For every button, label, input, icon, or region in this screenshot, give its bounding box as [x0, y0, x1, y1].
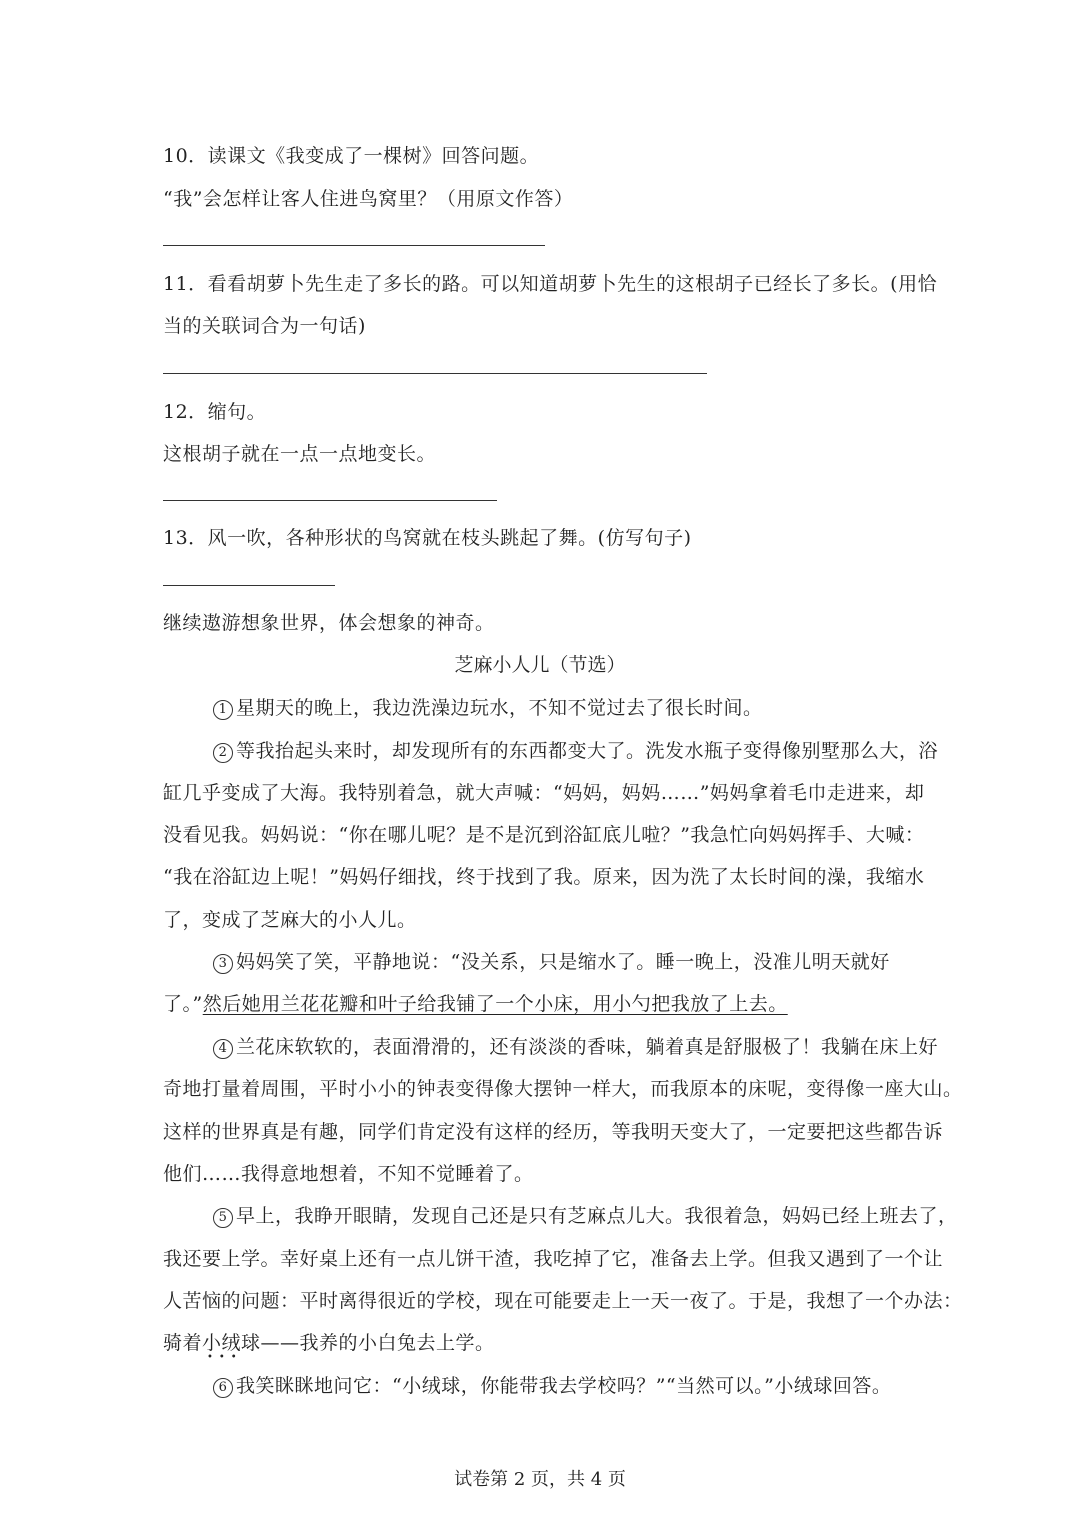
- paragraph-4-line-4: 他们……我得意地想着，不知不觉睡着了。: [163, 1163, 534, 1185]
- paragraph-4-line-1: [213, 1032, 938, 1059]
- underlined-sentence: 然后她用兰花花瓣和叶子给我铺了一个小床，用小勺把我放了上去。: [202, 993, 788, 1015]
- paragraph-number-6: 6: [213, 1378, 233, 1398]
- q12-title: 12．缩句。: [163, 401, 267, 423]
- paragraph-number-2: 2: [213, 743, 233, 763]
- q13-answer-blank[interactable]: [163, 585, 335, 586]
- paragraph-3-line-1: [213, 947, 890, 974]
- paragraph-2-line-1: [213, 736, 938, 763]
- passage-intro: 继续遨游想象世界，体会想象的神奇。: [163, 612, 495, 634]
- paragraph-2-line-3: 没看见我。妈妈说：“你在哪儿呢？是不是沉到浴缸底儿啦？”我急忙向妈妈挥手、大喊：: [163, 824, 925, 846]
- paragraph-3-text: 妈妈笑了笑，平静地说：“没关系，只是缩水了。睡一晚上，没准儿明天就好: [236, 951, 890, 973]
- paragraph-1: [213, 693, 763, 720]
- paragraph-6-text: 我笑眯眯地问它：“小绒球，你能带我去学校吗？”“当然可以。”小绒球回答。: [236, 1375, 892, 1397]
- emphasis-dots: •••: [207, 1352, 243, 1363]
- q12-answer-blank[interactable]: [163, 500, 497, 501]
- paragraph-5-text: 早上，我睁开眼睛，发现自己还是只有芝麻点儿大。我很着急，妈妈已经上班去了，: [236, 1205, 958, 1227]
- paragraph-2-line-2: 缸几乎变成了大海。我特别着急，就大声喊：“妈妈，妈妈……”妈妈拿着毛巾走进来，却: [163, 782, 925, 804]
- passage-title: 芝麻小人儿（节选）: [454, 654, 626, 676]
- q11-answer-blank[interactable]: [163, 373, 707, 374]
- paragraph-1-text: 星期天的晚上，我边洗澡边玩水，不知不觉过去了很长时间。: [236, 697, 763, 719]
- paragraph-number-5: 5: [213, 1208, 233, 1228]
- paragraph-number-4: 4: [213, 1039, 233, 1059]
- paragraph-5-line-2: 我还要上学。幸好桌上还有一点儿饼干渣，我吃掉了它，准备去上学。但我又遇到了一个让: [163, 1248, 944, 1270]
- paragraph-3-line-2: [163, 989, 788, 1016]
- q12-sentence: 这根胡子就在一点一点地变长。: [163, 443, 437, 465]
- q10-title: 10．读课文《我变成了一棵树》回答问题。: [163, 145, 540, 167]
- paragraph-3-quote-end: 了。”: [163, 993, 203, 1015]
- paragraph-5-line-3: 人苦恼的问题：平时离得很近的学校，现在可能要走上一天一夜了。于是，我想了一个办法：: [163, 1290, 963, 1312]
- paragraph-2-text: 等我抬起头来时，却发现所有的东西都变大了。洗发水瓶子变得像别墅那么大，浴: [236, 740, 939, 762]
- q11-line2: 当的关联词合为一句话): [163, 315, 366, 337]
- q10-answer-blank[interactable]: [163, 245, 545, 246]
- q11-line1: 11．看看胡萝卜先生走了多长的路。可以知道胡萝卜先生的这根胡子已经长了多长。(用恰: [163, 273, 938, 295]
- paragraph-4-line-2: 奇地打量着周围，平时小小的钟表变得像大摆钟一样大，而我原本的床呢，变得像一座大山。: [163, 1078, 963, 1100]
- paragraph-6: [213, 1371, 891, 1398]
- paragraph-2-line-4: “我在浴缸边上呢！”妈妈仔细找，终于找到了我。原来，因为洗了太长时间的澡，我缩水: [163, 866, 925, 888]
- paragraph-2-line-5: 了，变成了芝麻大的小人儿。: [163, 909, 417, 931]
- page-footer: 试卷第 2 页，共 4 页: [454, 1469, 626, 1490]
- q10-prompt: “我”会怎样让客人住进鸟窝里？（用原文作答）: [163, 188, 574, 210]
- paragraph-4-line-3: 这样的世界真是有趣，同学们肯定没有这样的经历，等我明天变大了，一定要把这些都告诉: [163, 1121, 944, 1143]
- paragraph-5-last-text: 骑着小绒球——我养的小白兔去上学。: [163, 1332, 495, 1354]
- paragraph-number-1: 1: [213, 700, 233, 720]
- paragraph-5-line-1: [213, 1201, 958, 1228]
- paragraph-4-text: 兰花床软软的，表面滑滑的，还有淡淡的香味，躺着真是舒服极了！我躺在床上好: [236, 1036, 939, 1058]
- paragraph-5-line-4: [163, 1328, 1080, 1363]
- paragraph-number-3: 3: [213, 954, 233, 974]
- q13-title: 13．风一吹，各种形状的鸟窝就在枝头跳起了舞。(仿写句子): [163, 527, 692, 549]
